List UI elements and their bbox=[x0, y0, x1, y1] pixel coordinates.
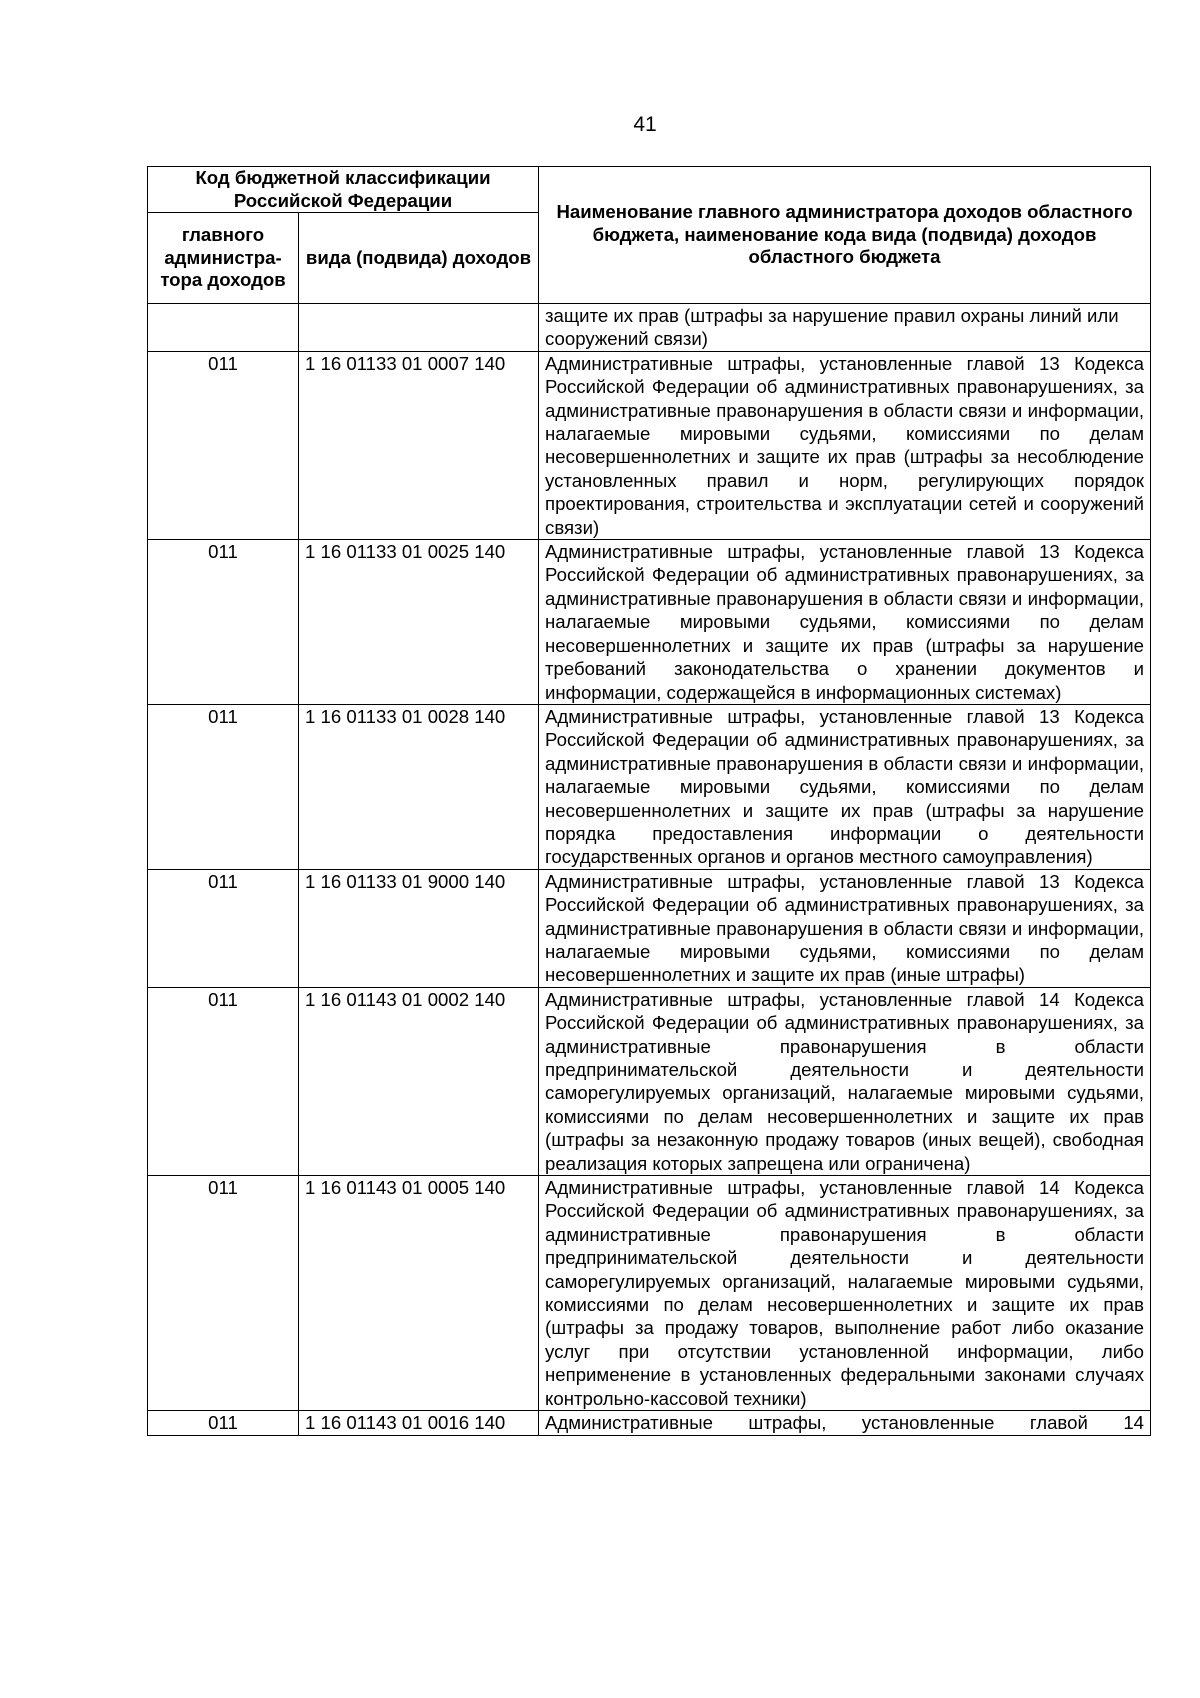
table-row bbox=[148, 987, 1151, 1175]
admin-code-cell bbox=[148, 304, 299, 352]
page-number: 41 bbox=[633, 113, 657, 136]
revenue-name-cell: Административные штрафы, установленные главой 14 Кодекса Российской Федерации об административных правонарушениях, за административные правонарушения в области предпринимательской деятельности и деятельности саморегулируемых организаций, налагаемые мировыми судьями, комиссиями по делам несовершеннолетних и защите их прав (штрафы за продажу товаров, выполнение работ либо оказание услуг при отсутствии установленной информации, либо неприменение в установленных федеральными законами случаях контрольно-кассовой техники) bbox=[539, 1176, 1151, 1411]
table-row bbox=[148, 1176, 1151, 1411]
table-row bbox=[148, 351, 1151, 539]
header-row-top bbox=[148, 167, 1151, 213]
budget-classification-table bbox=[147, 166, 1151, 1436]
admin-code-cell: 011 bbox=[148, 351, 299, 539]
revenue-name-cell: Административные штрафы, установленные главой 13 Кодекса Российской Федерации об административных правонарушениях, за административные правонарушения в области связи и информации, налагаемые мировыми судьями, комиссиями по делам несовершеннолетних и защите их прав (штрафы за нарушение требований законодательства о хранении документов и информации, содержащейся в информационных системах) bbox=[539, 540, 1151, 705]
header-name-column: Наименование главного администратора доходов областного бюджета, наименование кода вида (подвида) доходов областного бюджета bbox=[539, 167, 1151, 304]
admin-code-cell: 011 bbox=[148, 1176, 299, 1411]
revenue-code-cell: 1 16 01143 01 0002 140 bbox=[299, 987, 539, 1175]
table-row bbox=[148, 704, 1151, 869]
admin-code-cell: 011 bbox=[148, 1411, 299, 1435]
revenue-name-cell: Административные штрафы, установленные главой 13 Кодекса Российской Федерации об административных правонарушениях, за административные правонарушения в области связи и информации, налагаемые мировыми судьями, комиссиями по делам несовершеннолетних и защите их прав (иные штрафы) bbox=[539, 869, 1151, 987]
revenue-name-cell: Административные штрафы, установленные главой 14 Кодекса Российской Федерации об административных правонарушениях, за административные правонарушения в области предпринимательской деятельности и деятельности саморегулируемых организаций, налагаемые мировыми судьями, комиссиями по делам несовершеннолетних и защите их прав (штрафы за незаконную продажу товаров (иных вещей), свободная реализация которых запрещена или ограничена) bbox=[539, 987, 1151, 1175]
revenue-name-cell: Административные штрафы, установленные главой 13 Кодекса Российской Федерации об административных правонарушениях, за административные правонарушения в области связи и информации, налагаемые мировыми судьями, комиссиями по делам несовершеннолетних и защите их прав (штрафы за несоблюдение установленных правил и норм, регулирующих порядок проектирования, строительства и эксплуатации сетей и сооружений связи) bbox=[539, 351, 1151, 539]
revenue-code-cell: 1 16 01133 01 0028 140 bbox=[299, 704, 539, 869]
revenue-name-cell: Административные штрафы, установленные главой 13 Кодекса Российской Федерации об административных правонарушениях, за административные правонарушения в области связи и информации, налагаемые мировыми судьями, комиссиями по делам несовершеннолетних и защите их прав (штрафы за нарушение порядка предоставления информации о деятельности государственных органов и органов местного самоуправления) bbox=[539, 704, 1151, 869]
revenue-code-cell bbox=[299, 304, 539, 352]
revenue-code-cell: 1 16 01143 01 0016 140 bbox=[299, 1411, 539, 1435]
revenue-name-cell: Административные штрафы, установленные главой 14 bbox=[539, 1411, 1151, 1435]
header-admin-column: главного администра-тора доходов bbox=[148, 213, 299, 304]
admin-code-cell: 011 bbox=[148, 540, 299, 705]
revenue-code-cell: 1 16 01133 01 0025 140 bbox=[299, 540, 539, 705]
revenue-code-cell: 1 16 01143 01 0005 140 bbox=[299, 1176, 539, 1411]
header-budget-code-group: Код бюджетной классификации Российской Федерации bbox=[148, 167, 539, 213]
revenue-name-cell: защите их прав (штрафы за нарушение правил охраны линий или сооружений связи) bbox=[539, 304, 1151, 352]
revenue-code-cell: 1 16 01133 01 0007 140 bbox=[299, 351, 539, 539]
header-code-column: вида (подвида) доходов bbox=[299, 213, 539, 304]
admin-code-cell: 011 bbox=[148, 987, 299, 1175]
table-row bbox=[148, 869, 1151, 987]
admin-code-cell: 011 bbox=[148, 869, 299, 987]
table-row bbox=[148, 540, 1151, 705]
revenue-code-cell: 1 16 01133 01 9000 140 bbox=[299, 869, 539, 987]
admin-code-cell: 011 bbox=[148, 704, 299, 869]
table-row bbox=[148, 304, 1151, 352]
table-row bbox=[148, 1411, 1151, 1435]
